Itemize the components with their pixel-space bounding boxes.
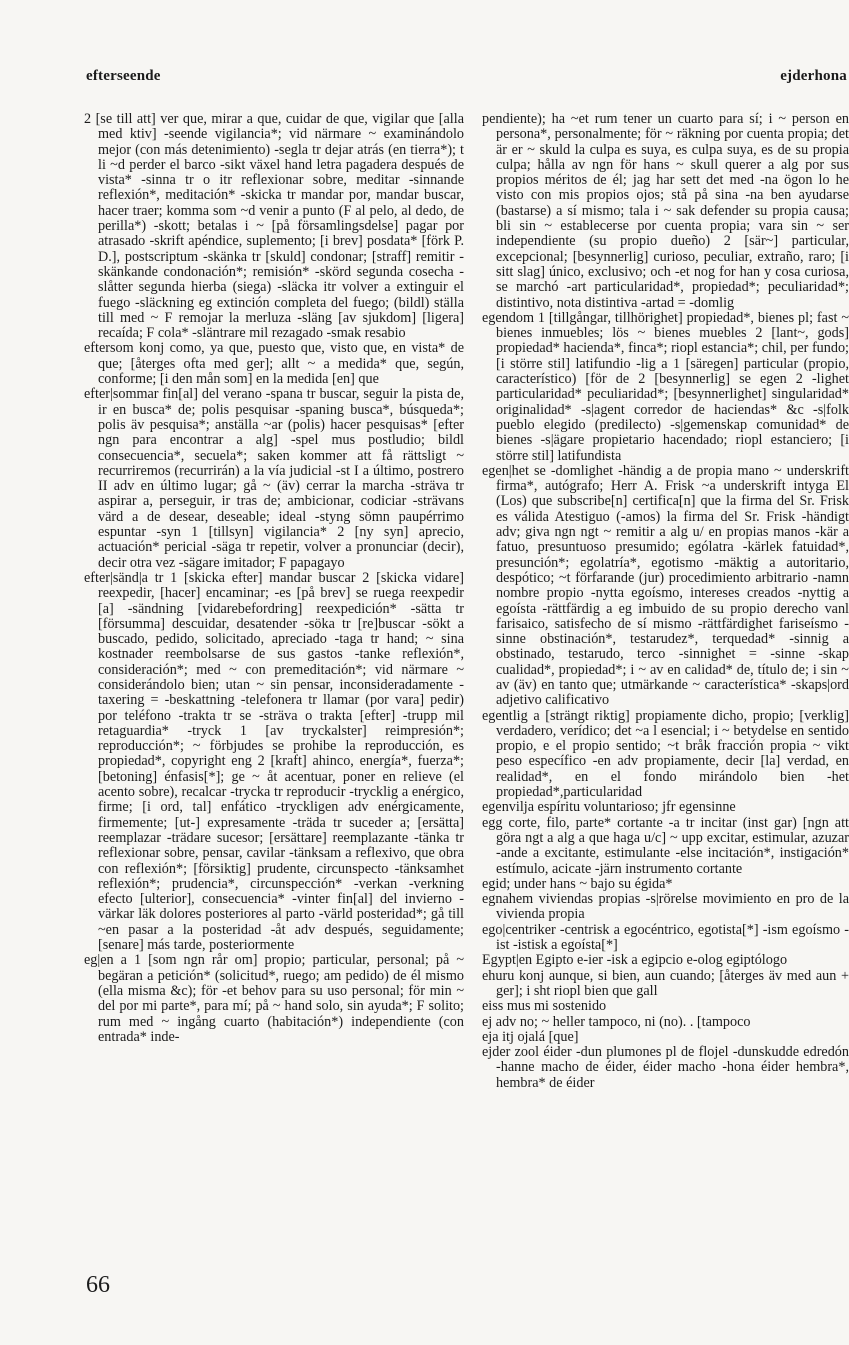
entry-egendom: egendom 1 [tillgångar, tillhörighet] propiedad*, bienes pl; fast ~ bienes inmuebles; lös ~ bienes muebles 2 [lant~, gods] propiedad* hacienda*, finca*; riopl estancia*; chil, per fundo; [i större stil] latifundio -lig a 1 [säregen] particular (propio, característico) [för de 2 [besynnerlig] se egen 2 -lighet particularidad* peculiaridad*; [besynnerlighet] singularidad* originalidad* -s|agent corredor de haciendas* &c -s|folk pueblo elegido (predilecto) -s|gemenskap comunidad* de bienes -s|ägare propietario hacendado; riopl estanciero; [i större stil] latifundista (482, 309, 849, 464)
entry-ehuru: ehuru konj aunque, si bien, aun cuando; [återges äv med aun + ger]; i sht riopl bien que gall (482, 967, 849, 999)
entry-egnahem: egnahem viviendas propias -s|rörelse movimiento en pro de la vivienda propia (482, 891, 849, 923)
entry-egid: egid; under hans ~ bajo su égida* (482, 875, 673, 892)
entry-efter-continued: 2 [se till att] ver que, mirar a que, cuidar de que, vigilar que [alla med ktiv] -seende vigilancia*; vid närmare ~ examinándolo mejor (con más detenimiento) -segla tr dejar atrás (en tierra*); t li ~d perder el barco -sikt växel hand letra pagadera después de vista* -sinna tr o itr reflexionar sobre, meditar -sinnande reflexión*, meditación* -skicka tr mandar por, mandar buscar, hacer traer; komma som ~d venir a punto (F al pelo, al dedo, de perilla*) -skott; betalas i ~ [på församlingsdelse] pagar por atrasado -skrift apéndice, suplemento; [i brev] posdata* [förk P. D.], postscriptum -skänka tr [skuld] condonar; [straff] remitir -skänkande condonación*; remisión* -skörd segunda cosecha -slåtter segunda hierba (siega) -släcka itr volver a extinguir el fuego -släckning eg extinción completa del fuego; (bildl) ställa till med ~ F remojar la merluza -släng [av sjukdom] [ligera] recaída; F cola* -släntrare mil rezagado -smak resabio (84, 111, 464, 342)
running-head-right: ejderhona (780, 68, 847, 84)
entry-ej: ej adv no; ~ heller tampoco, ni (no). . [tampoco (482, 1013, 751, 1030)
entry-eftersanda: efter|sänd|a tr 1 [skicka efter] mandar buscar 2 [skicka vidare] reexpedir, [hacer] encaminar; -es [på brev] se ruega reexpedir [a] -sändning [vidarebefordring] reexpedición* -sätta tr [försumma] descuidar, desatender -söka tr [re]buscar -sökt a buscado, pedido, solicitado, apreciado -taga tr hand; ~ sina kostnader reembolsarse de sus gastos -tanke reflexión*, consideración*; med ~ con premeditación*; vid närmare ~ considerándolo bien; utan ~ sin pensar, inconsideradamente -taxering = -beskattning -telefonera tr llamar (por vara] pedir) por teléfono -trakta tr se -sträva o trakta [efter] -trupp mil retaguardia* -tryck 1 [av tryckalster] reimpresión*; reproducción*; ~ förbjudes se prohibe la reproducción, es propiedad*, copyright eng 2 [kraft] ahinco, energía*, fuerza*; [betoning] énfasis[*]; ge ~ åt acentuar, poner en relieve (el acento sobre), recalcar -trycka tr reproducir -trycklig a enérgico, firme; [i ord, tal] enfático -tryckligen adv enérgicamente, firmemente; [ut-] expresamente -träda tr suceder a; [ersätta] reemplazar -trädare sucesor; [ersättare] reemplazante -tänka tr reflexionar sobre, pensar, cavilar -tänksam a reflexivo, que obra con reflexión*; [försiktig] prudente, circunspecto -tänksamhet reflexión*; prudencia*, circunspección* -verkan -verkning efecto [ulterior], consecuencia* -vinter fin[al] del invierno -värkar läk dolores posteriores al parto -värld posteridad*; gå till ~en pasar a la posteridad -åt adv después, seguidamente; [senare] más tarde, posteriormente (84, 569, 464, 954)
entry-eftersom: eftersom konj como, ya que, puesto que, visto que, en vista* de que; [återges ofta med ger]; allt ~ a medida* que, según, conforme; [i den mån som] en la medida [en] que (84, 340, 464, 388)
entry-eiss: eiss mus mi sostenido (482, 998, 607, 1015)
entry-egen-continued: pendiente); ha ~et rum tener un cuarto para sí; i ~ person en persona*, personalmente; för ~ räkning por cuenta propia; det är er ~ skuld la culpa es suya, es culpa suya, es de su propia culpa; hålla av ngn för hans ~ skull querer a alg por sus propios méritos de él; jag har sett det med -na ögon lo he visto con mis propios ojos; stå på sina -na ben ayudarse (bastarse) a sí mismo; tala i ~ sak defender su propia causa; bli sin ~ establecerse por cuenta propia; vara sin ~ ser independiente (su propio dueño) 2 [sär~] particular, excepcional; [besynnerlig] curioso, peculiar, extraño, raro; [i sitt slag] único, exclusivo; och -et nog for han y cosa curiosa, se marchó -art particularidad*, propiedad*; peculiaridad*; distintivo, nota distintiva -artad = -domlig (482, 112, 849, 311)
running-head-left: efterseende (86, 68, 161, 84)
right-column (482, 112, 849, 1091)
entry-egentlig: egentlig a [strängt riktig] propiamente dicho, propio; [verklig] verdadero, verídico; det ~a l esencial; i ~ betydelse en sentido propio, e el propio sentido; ~t bråk fracción propia ~ vikt peso específico -en adv propiamente, decir [la] verdad, en realidad*, en el fondo mirándolo bien -het propiedad*,particularidad (482, 707, 849, 801)
entry-ejder: ejder zool éider -dun plumones pl de flojel -dunskudde edredón -hanne macho de éider, éider macho -hona éider hembra*, hembra* de éider (482, 1044, 849, 1091)
entry-egg: egg corte, filo, parte* cortante -a tr incitar (inst gar) [ngn att göra ngt a alg a que haga u/c] ~ upp excitar, estimular, azuzar -ande a excitante, estimulante -else incitación*, instigación* estímulo, acicate -järn instrumento cortante (482, 814, 849, 877)
entry-eja: eja itj ojalá [que] (482, 1028, 579, 1045)
entry-egocentriker: ego|centriker -centrisk a egocéntrico, egotista[*] -ism egoísmo -ist -istisk a egoísta[*] (482, 921, 849, 954)
left-column (84, 112, 464, 1045)
entry-eftersommar: efter|sommar fin[al] del verano -spana tr buscar, seguir la pista de, ir en busca* de; polis pesquisar -spaning busca*, búsqueda*; polis äv pesquisa*; anställa ~ar (polis) hacer pesquisas* [efter ngn para encontrar a alg] -spel mus postludio; bildl consecuencia*, secuela*; saken kommer att få rättsligt ~ recurriremos (recurrirán) a la vía judicial -st I a último, postrero II adv en último lugar; gå ~ (äv) cerrar la marcha -sträva tr aspirar a, perseguir, ir tras de; ambicionar, codiciar -strävans värd a de desear, deseable; ideal -styng sömn paupérrimo espuntar -syn 1 [tillsyn] vigilancia* 2 [ny syn] aprecio, actuación* pericial -säga tr repetir, volver a pronunciar (decir), decir otra vez -sägare imitador; F papagayo (84, 386, 464, 571)
entry-egenvilja: egenvilja espíritu voluntarioso; jfr egensinne (482, 799, 736, 816)
entry-egypten: Egypt|en Egipto e-ier -isk a egipcio e-olog egiptólogo (482, 952, 788, 969)
entry-egenhet: egen|het se -domlighet -händig a de propia mano ~ underskrift firma*, autógrafo; Herr A. Frisk ~a underskrift intyga El (Los) que subscribe[n] certifica[n] que la firma del Sr. Frisk es válida Atestiguo (-amos) la firma del Sr. Frisk -händigt adv; giva ngn ngt ~ remitir a alg u/ en propias manos -kär a fatuo, presuntuoso presumido; ególatra -kärlek fatuidad*, presunción*; egolatría*, egotismo -mäktig a autoritario, despótico; ~t förfarande (jur) procedimiento arbitrario -namn nombre propio -nytta egoísmo, intereses creados -nyttig a egoísta -rättfärdig a eg imbuido de su propio derecho vanl farisaico, satisfecho de sí mismo -rättfärdighet fariseísmo -sinne obstinación*, testarudez*, terquedad* -sinnig a obstinado, testarudo, terco -sinnighet = -sinne -skap cualidad*, propiedad*; i ~ av en calidad* de, título de; i sin ~ av (äv) en tanto que; utmärkande ~ característica* -skaps|ord adjetivo calificativo (482, 462, 849, 709)
page-number: 66 (86, 1272, 110, 1298)
entry-egen: eg|en a 1 [som ngn rår om] propio; particular, personal; på ~ begäran a petición* (solicitud*, ruego; am pedido) de él mismo (ella misma &c); för -et behov para su uso personal; för min ~ del por mi parte*, para mí; på ~ hand solo, sin ayuda*; F solito; rum med ~ ingång cuarto (habitación*) independiente (con entrada* inde- (84, 952, 464, 1045)
